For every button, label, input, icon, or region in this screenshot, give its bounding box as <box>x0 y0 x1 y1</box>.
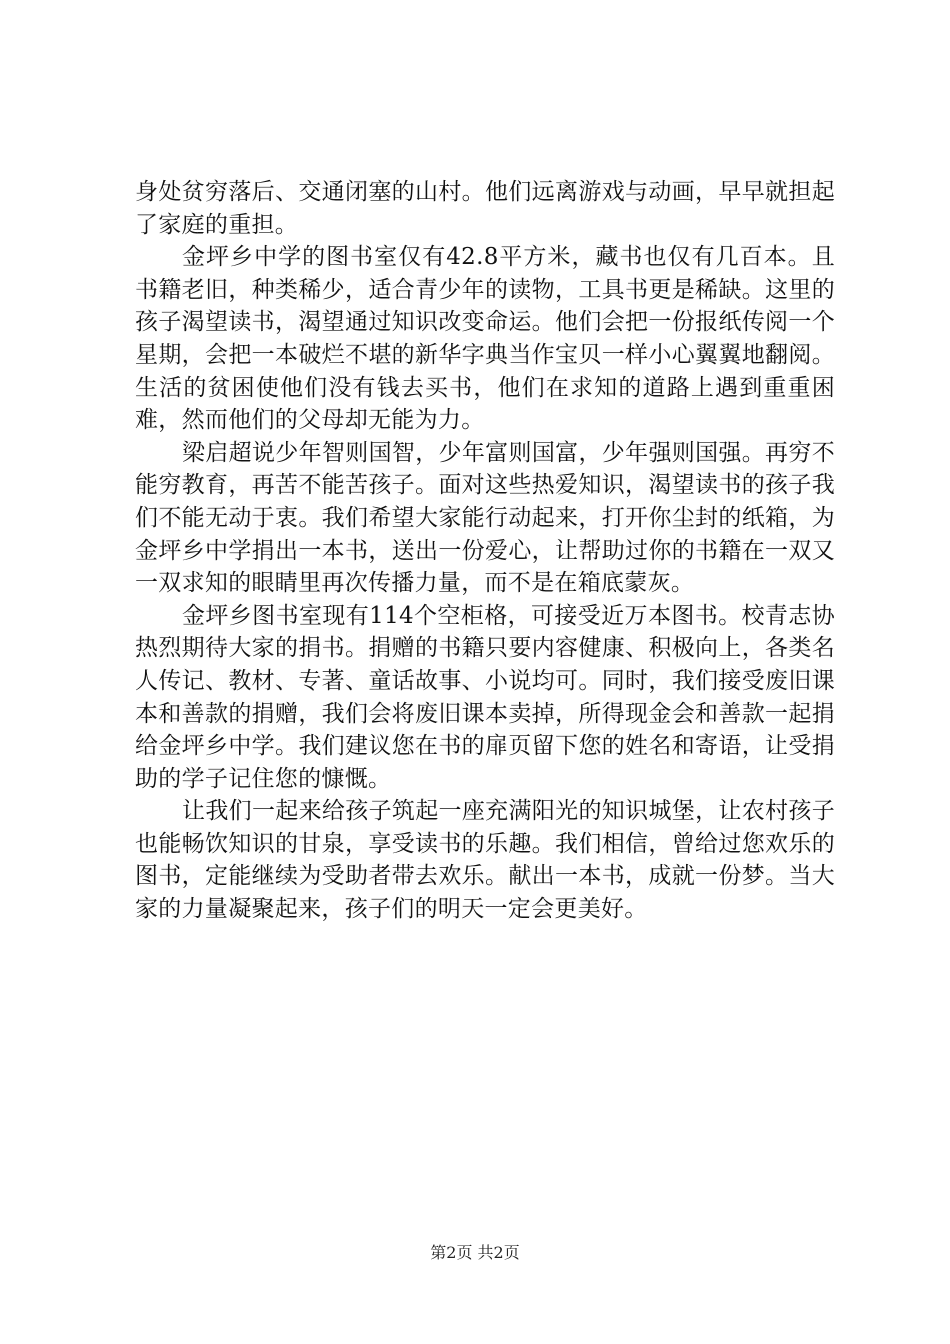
paragraph-closing: 让我们一起来给孩子筑起一座充满阳光的知识城堡，让农村孩子也能畅饮知识的甘泉，享受读书的乐趣。我们相信，曾给过您欢乐的图书，定能继续为受助者带去欢乐。献出一本书，成就一份梦。当大家的力量凝聚起来，孩子们的明天一定会更美好。 <box>135 798 835 923</box>
page-number-footer: 第2页 共2页 <box>430 1243 520 1262</box>
paragraph-library-status: 金坪乡中学的图书室仅有42.8平方米，藏书也仅有几百本。且书籍老旧，种类稀少，适合青少年的读物，工具书更是稀缺。这里的孩子渴望读书，渴望通过知识改变命运。他们会把一份报纸传阅一个星期，会把一本破烂不堪的新华字典当作宝贝一样小心翼翼地翻阅。生活的贫困使他们没有钱去买书，他们在求知的道路上遇到重重困难，然而他们的父母却无能为力。 <box>135 244 835 434</box>
paragraph-donation-details: 金坪乡图书室现有114个空柜格，可接受近万本图书。校青志协热烈期待大家的捐书。捐赠的书籍只要内容健康、积极向上，各类名人传记、教材、专著、童话故事、小说均可。同时，我们接受废旧课本和善款的捐赠，我们会将废旧课本卖掉，所得现金会和善款一起捐给金坪乡中学。我们建议您在书的扉页留下您的姓名和寄语，让受捐助的学子记住您的慷慨。 <box>135 602 835 792</box>
document-body <box>135 176 835 926</box>
paragraph-continuation: 身处贫穷落后、交通闭塞的山村。他们远离游戏与动画，早早就担起了家庭的重担。 <box>135 179 835 238</box>
paragraph-call-to-action: 梁启超说少年智则国智，少年富则国富，少年强则国强。再穷不能穷教育，再苦不能苦孩子。面对这些热爱知识，渴望读书的孩子我们不能无动于衷。我们希望大家能行动起来，打开你尘封的纸箱，为金坪乡中学捐出一本书，送出一份爱心，让帮助过你的书籍在一双又一双求知的眼睛里再次传播力量，而不是在箱底蒙灰。 <box>135 439 835 597</box>
